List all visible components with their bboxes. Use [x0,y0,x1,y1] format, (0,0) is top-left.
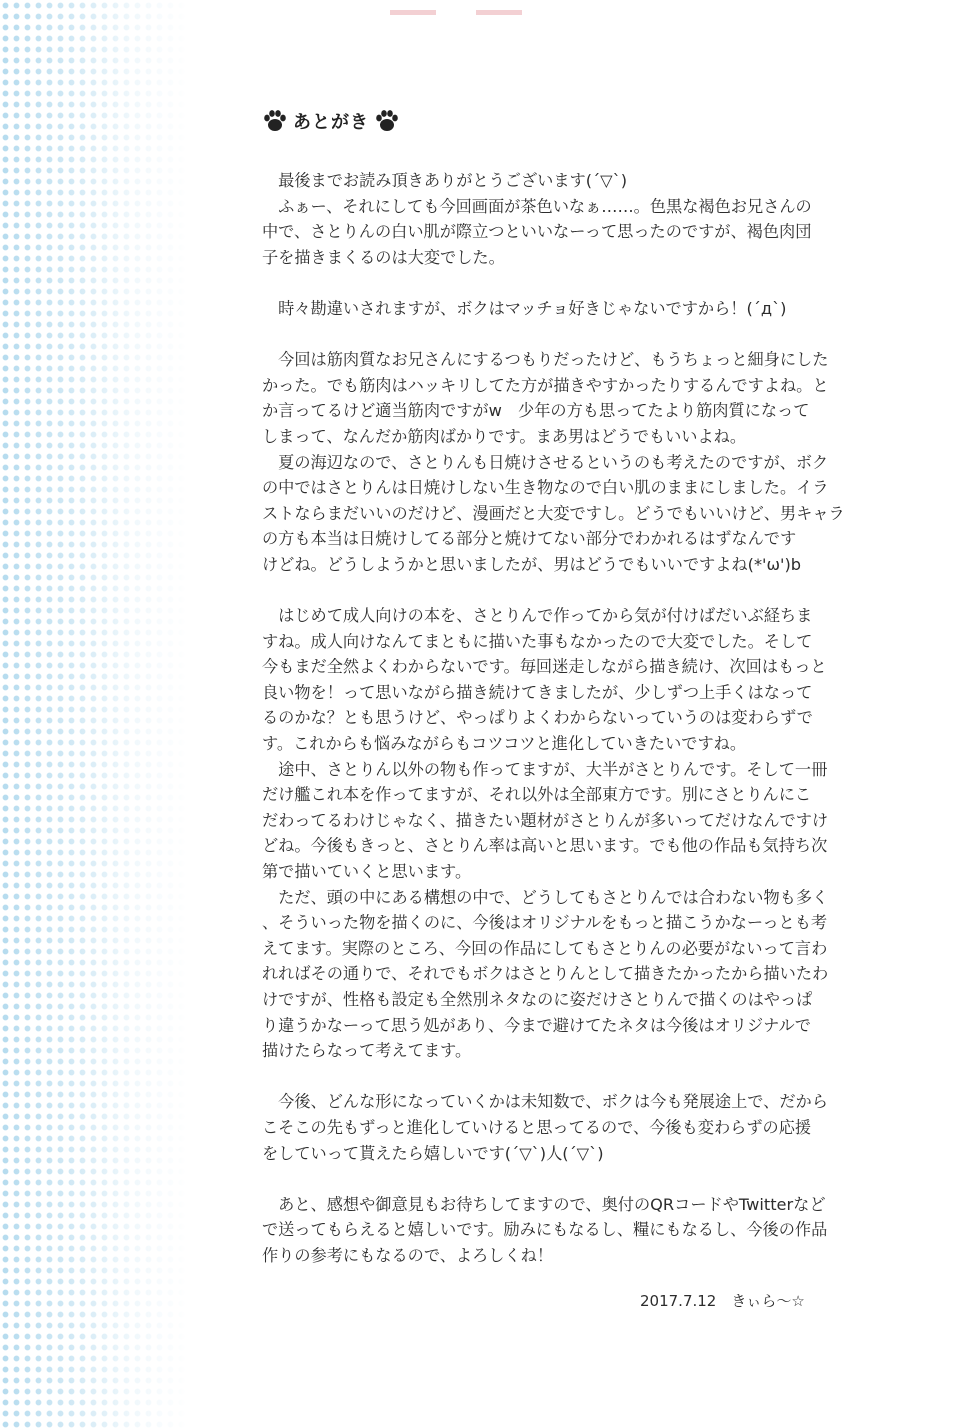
text-line: 第で描いていくと思います。 [262,862,472,882]
text-line: 作りの参考にもなるので、よろしくね！ [262,1245,554,1265]
paw-icon [262,108,288,134]
text-line: ただ、頭の中にある構想の中で、どうしてもさとりんでは合わない物も多く [262,887,829,907]
paragraph [262,1089,862,1166]
text-line: 夏の海辺なので、さとりんも日焼けさせるというのも考えたのですが、ボク [262,452,829,472]
text-line: だわってるわけじゃなく、描きたい題材がさとりんが多いってだけなんですけ [262,810,829,830]
text-line: るのかな？とも思うけど、やっぱりよくわからないっていうのは変わらずで [262,708,813,728]
text-line: けですが、性格も設定も全然別ネタなのに姿だけさとりんで描くのはやっぱ [262,990,813,1009]
signature-author: きぃら〜☆ [731,1292,805,1310]
text-line: の方も本当は日焼けしてる部分と焼けてない部分でわかれるはずなんです [262,529,797,549]
halftone-dot-border [0,0,190,1428]
text-line: こそこの先もずっと進化していけると思ってるので、今後も変わらずの応援 [262,1117,812,1137]
afterword-page [262,102,862,1269]
paragraph-gap [262,1166,862,1192]
text-line: 良い物を！って思いながら描き続けてきましたが、少しずつ上手くはなって [262,682,813,702]
text-line: あと、感想や御意見もお待ちしてますので、奥付のQRコードやTwitterなど [262,1194,826,1214]
text-line: 今後、どんな形になっていくかは未知数で、ボクは今も発展途上で、だから [262,1092,828,1112]
text-line: けどね。どうしようかと思いましたが、男はどうでもいいですよね(*'ω')b [262,554,802,574]
text-line: す。これからも悩みながらもコツコツと進化していきたいですね。 [262,734,747,754]
text-line: どね。今後もきっと、さとりん率は高いと思います。でも他の作品も気持ち次 [262,836,828,856]
text-line: だけ艦これ本を作ってますが、それ以外は全部東方です。別にさとりんにこ [262,785,812,805]
paragraph-gap [262,578,862,604]
text-line: かった。でも筋肉はハッキリしてた方が描きやすかったりするんですよね。と [262,375,829,395]
signature-date: 2017.7.12 [640,1292,717,1310]
paragraph [262,296,862,322]
paragraph [262,1192,862,1269]
text-line: ふぁー、それにしても今回画面が茶色いなぁ……。色黒な褐色お兄さんの [262,196,812,216]
text-line: で送ってもらえると嬉しいです。励みにもなるし、糧にもなるし、今後の作品 [262,1220,828,1240]
text-line: か言ってるけど適当筋肉ですがw 少年の方も思ってたより筋肉質になって [262,401,810,421]
text-line: 途中、さとりん以外の物も作ってますが、大半がさとりんです。そして一冊 [262,759,828,779]
text-line: れればその通りで、それでもボクはさとりんとして描きたかったから描いたわ [262,964,829,984]
text-line: り違うかなーって思う処があり、今まで避けてたネタは今後はオリジナルで [262,1015,811,1035]
text-line: すね。成人向けなんてまともに描いた事もなかったので大変でした。そして [262,631,813,651]
text-line: はじめて成人向けの本を、さとりんで作ってから気が付けばだいぶ経ちま [262,606,813,626]
text-line: 中で、さとりんの白い肌が際立つといいなーって思ったのですが、褐色肉団 [262,222,812,242]
text-line: 今もまだ全然よくわからないです。毎回迷走しながら描き続け、次回はもっと [262,657,827,677]
paragraph-gap [262,322,862,348]
paragraph-gap [262,1064,862,1090]
paw-icon [374,108,400,134]
text-line: 子を描きまくるのは大変でした。 [262,247,505,267]
text-line: 今回は筋肉質なお兄さんにするつもりだったけど、もうちょっと細身にした [262,350,829,370]
signature [640,1290,805,1311]
text-line: ストならまだいいのだけど、漫画だと大変ですし。どうでもいいけど、男キャラ [262,503,845,523]
print-bleed-marks [390,0,590,8]
afterword-body [262,168,862,1269]
paragraph-gap [262,270,862,296]
paragraph [262,603,862,1064]
text-line: えてます。実際のところ、今回の作品にしてもさとりんの必要がないって言わ [262,938,828,958]
text-line: 最後までお読み頂きありがとうございます(´▽`) [262,171,628,190]
afterword-title: あとがき [293,112,369,133]
text-line: の中ではさとりんは日焼けしない生き物なので白い肌のままにしました。イラ [262,478,829,498]
afterword-heading [262,102,862,140]
paragraph [262,347,862,577]
text-line: 、そういった物を描くのに、今後はオリジナルをもっと描こうかなーっとも考 [262,913,828,933]
text-line: 描けたらなって考えてます。 [262,1041,472,1061]
paragraph [262,168,862,270]
text-line: しまって、なんだか筋肉ばかりです。まあ男はどうでもいいよね。 [262,426,747,446]
text-line: をしていって貰えたら嬉しいです(´▽`)人(´▽`) [262,1143,604,1163]
text-line: 時々勘違いされますが、ボクはマッチョ好きじゃないですから！(´д`) [262,298,787,318]
